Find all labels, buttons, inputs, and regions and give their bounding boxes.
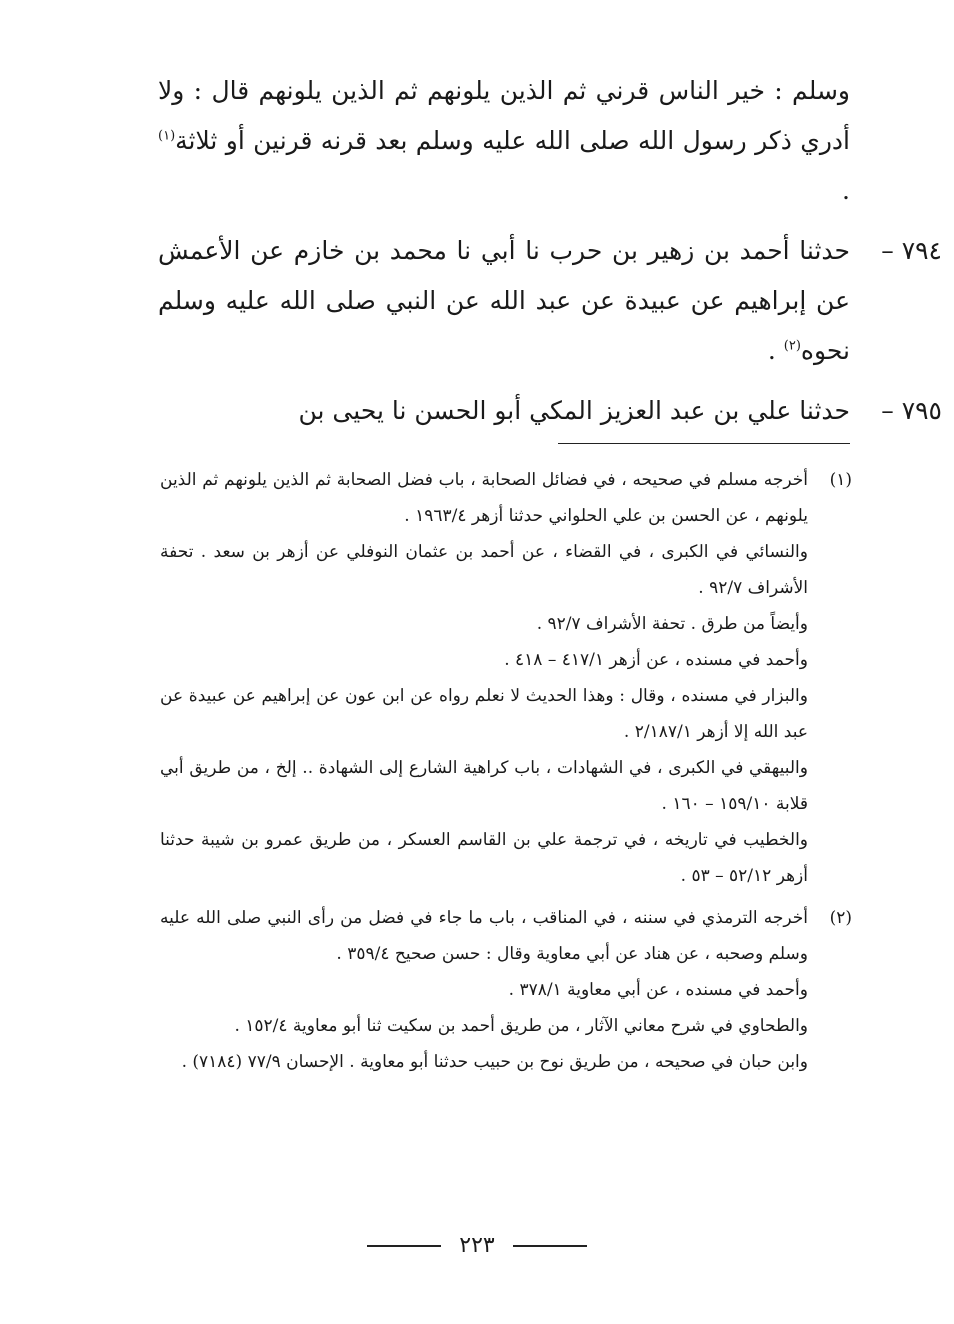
- footnote-line: وأيضاً من طرق . تحفة الأشراف ٩٢/٧ .: [536, 614, 808, 634]
- page-number-text: ٢٢٣: [459, 1233, 495, 1258]
- footnote-1: [160, 462, 852, 894]
- footnote-line: والطحاوي في شرح معاني الآثار ، من طريق أحمد بن سكيت ثنا أبو معاوية ١٥٢/٤ .: [234, 1016, 808, 1036]
- footnote-line: أخرجه مسلم في صحيحه ، في فضائل الصحابة ، باب فضل الصحابة ثم الذين يلونهم ثم الذين يلونهم ، عن الحسن بن علي الحلواني حدثنا أزهر ١٩٦٣/٤ .: [160, 470, 808, 526]
- hadith-continuation: [158, 66, 850, 216]
- footnote-separator: [558, 443, 850, 444]
- hadith-end: .: [767, 336, 784, 365]
- footnote-number: (١): [829, 470, 852, 490]
- hadith-794: [158, 226, 942, 376]
- hadith-end: .: [842, 176, 850, 205]
- hadith-number: ٧٩٤ –: [881, 236, 942, 265]
- hadith-text: وسلم : خير الناس قرني ثم الذين يلونهم ثم الذين يلونهم قال : ولا أدري ذكر رسول الله صلى الله عليه وسلم بعد قرنه قرنين أو ثلاثة: [158, 76, 850, 155]
- footnote-line: والخطيب في تاريخه ، في ترجمة علي بن القاسم العسكر ، من طريق عمرو بن شيبة حدثنا أزهر ٥٢/١٢ – ٥٣ .: [160, 830, 808, 886]
- footnote-line: والبيهقي في الكبرى ، في الشهادات ، باب كراهية الشارع إلى الشهادة .. إلخ ، من طريق أبي قلابة ١٥٩/١٠ – ١٦٠ .: [160, 758, 808, 814]
- hadith-795: [158, 386, 942, 436]
- footnote-line: وابن حبان في صحيحه ، من طريق نوح بن حبيب حدثنا أبو معاوية . الإحسان ٧٧/٩ (٧١٨٤) .: [181, 1052, 808, 1072]
- page-number: [0, 1233, 954, 1258]
- footnote-line: والنسائي في الكبرى ، في القضاء ، عن أحمد بن عثمان النوفلي عن أزهر بن سعد . تحفة الأشراف ٩٢/٧ .: [160, 542, 808, 598]
- hadith-number: ٧٩٥ –: [881, 396, 942, 425]
- footnotes: [160, 462, 852, 1080]
- hadith-text: حدثنا أحمد بن زهير بن حرب نا أبي نا محمد بن خازم عن الأعمش عن إبراهيم عن عبيدة عن عبد الله عن النبي صلى الله عليه وسلم نحوه: [158, 236, 850, 365]
- footnote-ref: (٢): [783, 338, 801, 354]
- footnote-number: (٢): [829, 908, 852, 928]
- page-number-dash: [513, 1245, 587, 1247]
- footnote-line: وأحمد في مسنده ، عن أزهر ٤١٧/١ – ٤١٨ .: [504, 650, 808, 670]
- hadith-text: حدثنا علي بن عبد العزيز المكي أبو الحسن نا يحيى بن: [298, 396, 850, 425]
- footnote-2: [160, 900, 852, 1080]
- footnote-line: أخرجه الترمذي في سننه ، في المناقب ، باب ما جاء في فضل من رأى النبي صلى الله عليه وسلم وصحبه ، عن هناد عن أبي معاوية وقال : حسن صحيح ٣٥٩/٤ .: [160, 908, 808, 964]
- main-text: [158, 66, 942, 436]
- footnote-ref: (١): [158, 128, 176, 144]
- footnote-line: وأحمد في مسنده ، عن أبي معاوية ٣٧٨/١ .: [508, 980, 808, 1000]
- page-number-dash: [367, 1245, 441, 1247]
- footnote-line: والبزار في مسنده ، وقال : وهذا الحديث لا نعلم رواه عن ابن عون عن إبراهيم عن عبيدة عن عبد الله إلا أزهر ٢/١٨٧/١ .: [160, 686, 808, 742]
